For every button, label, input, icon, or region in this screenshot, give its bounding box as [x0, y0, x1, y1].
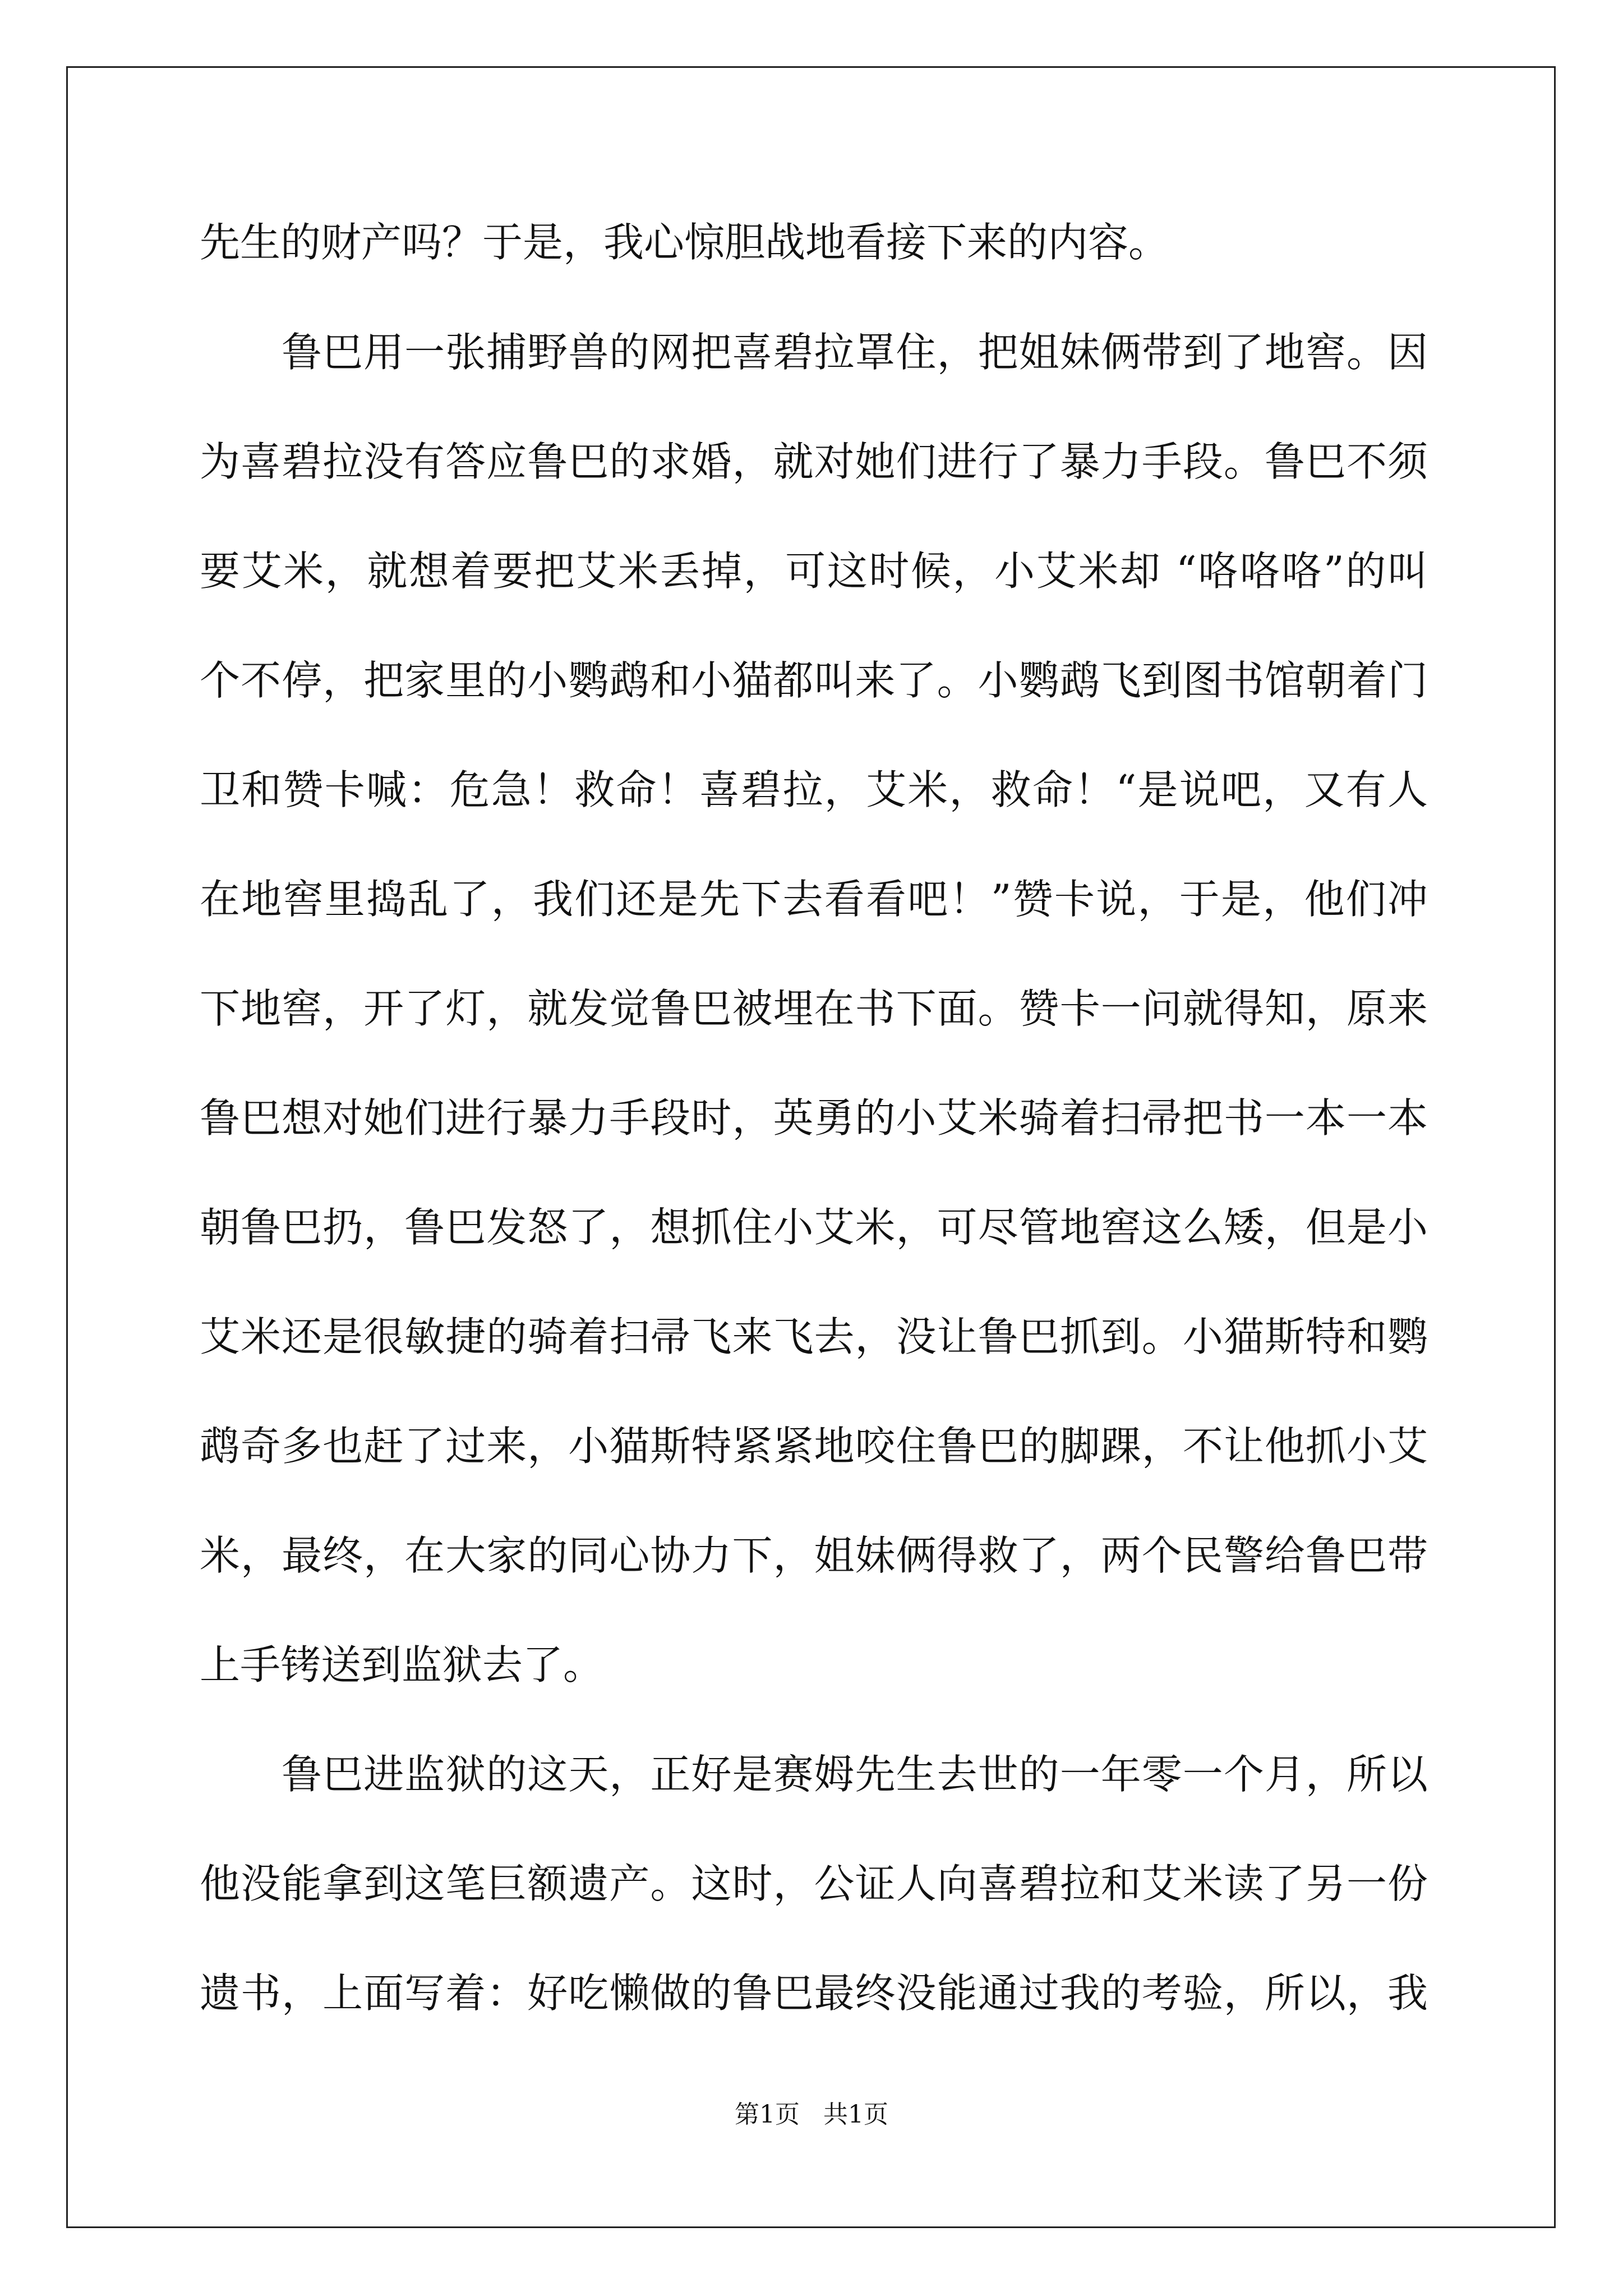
page-total: 共1页	[823, 2100, 888, 2129]
paragraph-first-line: 鲁巴用一张捕野兽的网把喜碧拉罩住，把姐妹俩带到了地窖。因	[282, 329, 1428, 376]
text-line: 卫和赞卡喊：危急！救命！喜碧拉，艾米，救命！“是说吧，又有人	[200, 766, 1428, 813]
text-line: 个不停，把家里的小鹦鹉和小猫都叫来了。小鹦鹉飞到图书馆朝着门	[200, 657, 1428, 704]
text-line: 下地窖，开了灯，就发觉鲁巴被埋在书下面。赞卡一问就得知，原来	[200, 985, 1428, 1032]
page-footer	[0, 2098, 1623, 2132]
text-line: 鲁巴想对她们进行暴力手段时，英勇的小艾米骑着扫帚把书一本一本	[200, 1094, 1428, 1142]
text-line: 艾米还是很敏捷的骑着扫帚飞来飞去，没让鲁巴抓到。小猫斯特和鹦	[200, 1313, 1428, 1360]
page-number: 第1页	[735, 2100, 800, 2129]
text-line: 先生的财产吗？于是，我心惊胆战地看接下来的内容。	[200, 219, 1169, 266]
text-line: 他没能拿到这笔巨额遗产。这时，公证人向喜碧拉和艾米读了另一份	[200, 1860, 1428, 1907]
text-line: 遗书，上面写着：好吃懒做的鲁巴最终没能通过我的考验，所以，我	[200, 1970, 1428, 2017]
text-line: 在地窖里捣乱了，我们还是先下去看看吧！”赞卡说，于是，他们冲	[200, 876, 1428, 923]
text-line: 鹉奇多也赶了过来，小猫斯特紧紧地咬住鲁巴的脚踝，不让他抓小艾	[200, 1423, 1428, 1470]
text-line: 朝鲁巴扔，鲁巴发怒了，想抓住小艾米，可尽管地窖这么矮，但是小	[200, 1204, 1428, 1251]
text-line: 为喜碧拉没有答应鲁巴的求婚，就对她们进行了暴力手段。鲁巴不须	[200, 438, 1428, 485]
text-line: 要艾米，就想着要把艾米丢掉，可这时候，小艾米却 “咯咯咯”的叫	[200, 547, 1428, 595]
text-line: 上手铐送到监狱去了。	[200, 1641, 604, 1688]
paragraph-first-line: 鲁巴进监狱的这天，正好是赛姆先生去世的一年零一个月，所以	[282, 1751, 1428, 1798]
text-line: 米，最终，在大家的同心协力下，姐妹俩得救了，两个民警给鲁巴带	[200, 1532, 1428, 1579]
